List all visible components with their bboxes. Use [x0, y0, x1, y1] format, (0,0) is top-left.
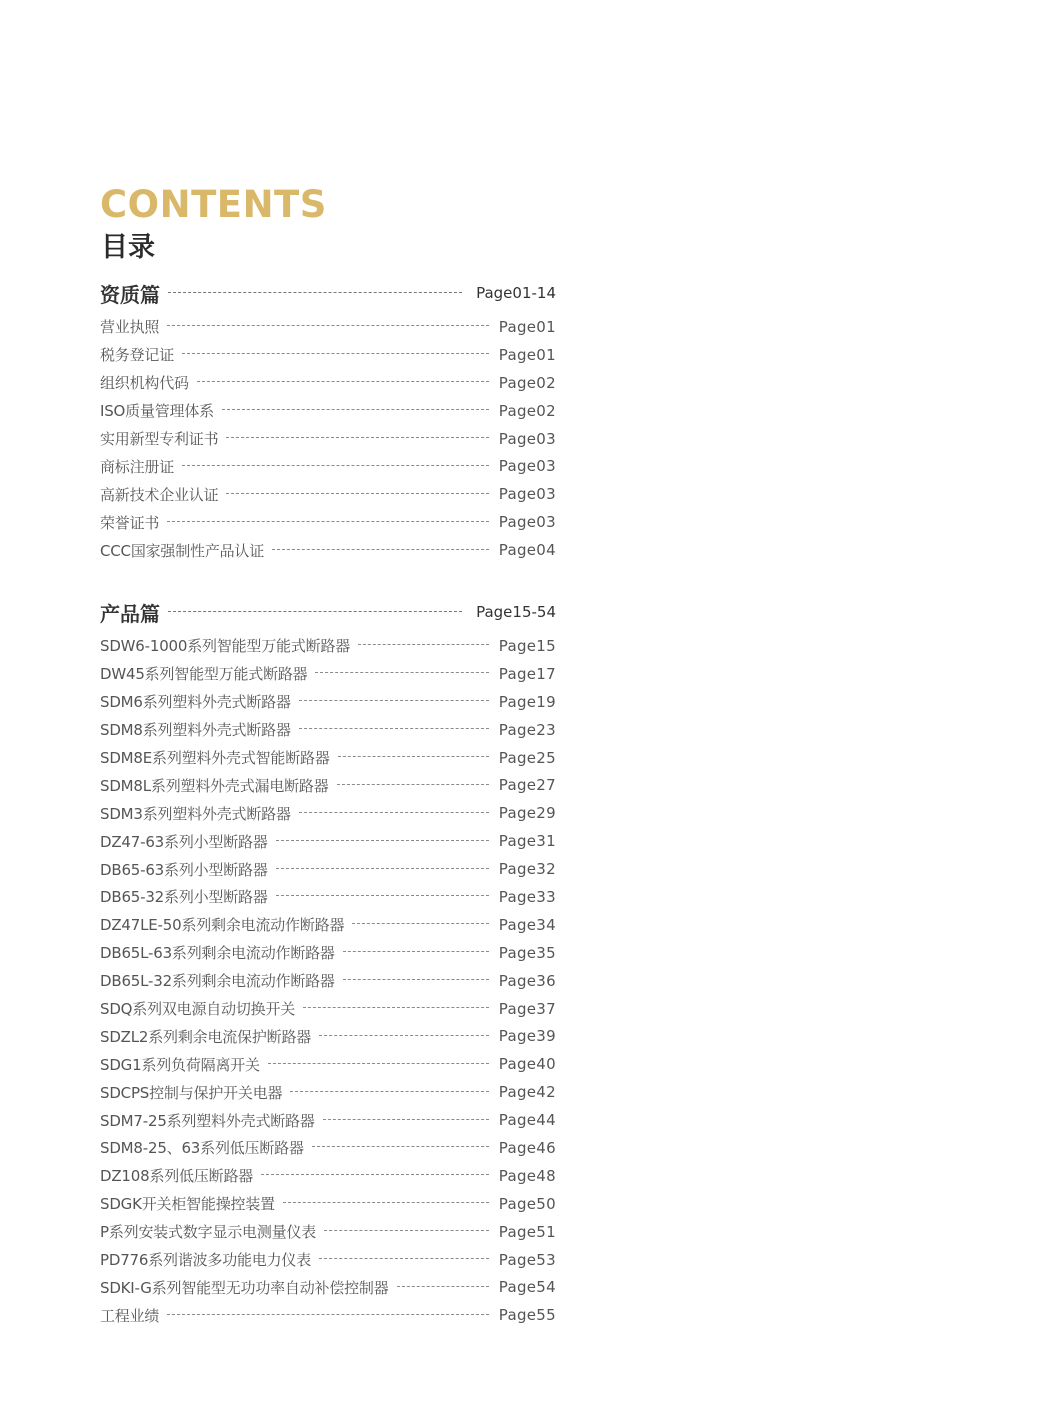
entry-page: Page23: [498, 720, 556, 739]
dotted-leader: [299, 728, 489, 729]
toc-entry[interactable]: [100, 939, 556, 967]
toc-entry[interactable]: [100, 425, 556, 453]
entry-page: Page01: [498, 317, 556, 336]
entry-page: Page19: [498, 692, 556, 711]
toc-entry[interactable]: [100, 1246, 556, 1274]
dotted-leader: [303, 1007, 489, 1008]
dotted-leader: [167, 521, 489, 522]
entry-page: Page32: [498, 860, 556, 879]
entry-label: SDW6-1000系列智能型万能式断路器: [100, 637, 351, 656]
contents-title: CONTENTS: [100, 183, 327, 226]
entry-label: 高新技术企业认证: [100, 485, 219, 504]
dotted-leader: [299, 812, 489, 813]
dotted-leader: [268, 1063, 489, 1064]
toc-entry[interactable]: [100, 313, 556, 341]
dotted-leader: [319, 1258, 489, 1259]
dotted-leader: [343, 951, 489, 952]
section-heading[interactable]: [100, 596, 556, 628]
toc-entry[interactable]: [100, 1022, 556, 1050]
entry-label: SDKI-G系列智能型无功功率自动补偿控制器: [100, 1278, 389, 1297]
entry-page: Page55: [498, 1306, 556, 1325]
entry-label: 工程业绩: [100, 1306, 160, 1325]
dotted-leader: [312, 1146, 489, 1147]
entry-page: Page02: [498, 401, 556, 420]
entry-label: P系列安装式数字显示电测量仪表: [100, 1223, 317, 1242]
dotted-leader: [167, 325, 489, 326]
entry-label: DZ108系列低压断路器: [100, 1167, 254, 1186]
toc-entry[interactable]: [100, 1301, 556, 1329]
toc-entry[interactable]: [100, 744, 556, 772]
toc-section-qualifications: [100, 277, 556, 564]
toc-entry[interactable]: [100, 508, 556, 536]
toc-entry[interactable]: [100, 911, 556, 939]
entry-label: SDM8系列塑料外壳式断路器: [100, 721, 291, 740]
dotted-leader: [397, 1286, 489, 1287]
dotted-leader: [337, 784, 489, 785]
entry-page: Page42: [498, 1083, 556, 1102]
entry-label: SDM8-25、63系列低压断路器: [100, 1139, 304, 1158]
entry-page: Page44: [498, 1111, 556, 1130]
toc-entry[interactable]: [100, 995, 556, 1023]
entry-page: Page36: [498, 971, 556, 990]
toc-entry[interactable]: [100, 688, 556, 716]
toc-entry[interactable]: [100, 369, 556, 397]
entry-label: ISO质量管理体系: [100, 402, 214, 421]
dotted-leader: [324, 1230, 489, 1231]
dotted-leader: [226, 437, 488, 438]
toc-entry[interactable]: [100, 1134, 556, 1162]
toc-entry[interactable]: [100, 1190, 556, 1218]
entry-page: Page48: [498, 1166, 556, 1185]
entry-page: Page04: [498, 541, 556, 560]
dotted-leader: [323, 1119, 489, 1120]
entry-page: Page01: [498, 345, 556, 364]
dotted-leader: [226, 493, 488, 494]
toc-entry[interactable]: [100, 660, 556, 688]
entry-label: DB65L-63系列剩余电流动作断路器: [100, 944, 335, 963]
entry-page: Page27: [498, 776, 556, 795]
contents-title-chinese: 目录: [101, 232, 155, 263]
toc-entry[interactable]: [100, 536, 556, 564]
toc-entry[interactable]: [100, 1078, 556, 1106]
entry-label: SDM6系列塑料外壳式断路器: [100, 693, 291, 712]
entry-label: DB65L-32系列剩余电流动作断路器: [100, 972, 335, 991]
section-page-range: Page15-54: [476, 603, 556, 621]
entry-label: SDM3系列塑料外壳式断路器: [100, 804, 291, 823]
entry-page: Page35: [498, 943, 556, 962]
entry-page: Page51: [498, 1222, 556, 1241]
entry-page: Page31: [498, 832, 556, 851]
entry-page: Page03: [498, 513, 556, 532]
entry-label: 营业执照: [100, 318, 160, 337]
entry-label: DZ47-63系列小型断路器: [100, 832, 268, 851]
entry-page: Page03: [498, 429, 556, 448]
dotted-leader: [222, 409, 489, 410]
toc-entry[interactable]: [100, 883, 556, 911]
dotted-leader: [352, 923, 489, 924]
entry-page: Page40: [498, 1055, 556, 1074]
section-label: 产品篇: [100, 601, 160, 626]
toc-entry[interactable]: [100, 452, 556, 480]
dotted-leader: [283, 1202, 489, 1203]
entry-label: SDGK开关柜智能操控装置: [100, 1195, 275, 1214]
toc-entry[interactable]: [100, 480, 556, 508]
entry-page: Page17: [498, 664, 556, 683]
toc-entry[interactable]: [100, 771, 556, 799]
toc-entry[interactable]: [100, 827, 556, 855]
entry-label: CCC国家强制性产品认证: [100, 541, 265, 560]
dotted-leader: [315, 672, 488, 673]
entry-page: Page46: [498, 1138, 556, 1157]
dotted-leader: [338, 756, 489, 757]
entry-label: 税务登记证: [100, 346, 175, 365]
entry-label: DW45系列智能型万能式断路器: [100, 665, 308, 684]
entry-label: 实用新型专利证书: [100, 430, 219, 448]
toc-section-products: [100, 596, 556, 1329]
entry-label: SDCPS控制与保护开关电器: [100, 1083, 283, 1102]
dotted-leader: [168, 292, 462, 293]
dotted-leader: [290, 1091, 488, 1092]
entry-page: Page03: [498, 485, 556, 504]
entry-page: Page54: [498, 1278, 556, 1297]
toc-entry[interactable]: [100, 799, 556, 827]
toc-entry[interactable]: [100, 1273, 556, 1301]
entry-page: Page25: [498, 748, 556, 767]
entry-label: SDM8E系列塑料外壳式智能断路器: [100, 749, 330, 767]
dotted-leader: [261, 1174, 489, 1175]
entry-page: Page33: [498, 887, 556, 906]
entry-page: Page03: [498, 457, 556, 476]
entry-page: Page15: [498, 636, 556, 655]
entry-label: DB65-63系列小型断路器: [100, 860, 268, 879]
entry-label: 商标注册证: [100, 457, 175, 476]
entry-label: DB65-32系列小型断路器: [100, 888, 268, 907]
toc-entry[interactable]: [100, 1050, 556, 1078]
toc-entry[interactable]: [100, 855, 556, 883]
toc-entry[interactable]: [100, 716, 556, 744]
toc-entry[interactable]: [100, 341, 556, 369]
dotted-leader: [276, 895, 489, 896]
dotted-leader: [319, 1035, 489, 1036]
entry-label: SDQ系列双电源自动切换开关: [100, 1000, 296, 1019]
toc-entry[interactable]: [100, 1218, 556, 1246]
dotted-leader: [168, 611, 462, 612]
toc-entry[interactable]: [100, 1162, 556, 1190]
entry-label: 组织机构代码: [100, 374, 189, 393]
entry-page: Page50: [498, 1194, 556, 1213]
toc-entry[interactable]: [100, 967, 556, 995]
dotted-leader: [343, 979, 489, 980]
entry-label: SDZL2系列剩余电流保护断路器: [100, 1027, 312, 1046]
entry-page: Page53: [498, 1250, 556, 1269]
entry-page: Page29: [498, 804, 556, 823]
dotted-leader: [299, 700, 489, 701]
dotted-leader: [276, 868, 489, 869]
entry-page: Page37: [498, 999, 556, 1018]
toc-entry[interactable]: [100, 632, 556, 660]
section-page-range: Page01-14: [476, 284, 556, 302]
toc-entry[interactable]: [100, 1106, 556, 1134]
section-heading[interactable]: [100, 277, 556, 309]
dotted-leader: [272, 549, 489, 550]
entry-label: DZ47LE-50系列剩余电流动作断路器: [100, 916, 345, 935]
toc-entry[interactable]: [100, 397, 556, 425]
dotted-leader: [197, 381, 489, 382]
entry-page: Page02: [498, 373, 556, 392]
entry-label: SDG1系列负荷隔离开关: [100, 1055, 260, 1074]
entry-page: Page34: [498, 915, 556, 934]
section-label: 资质篇: [100, 282, 160, 307]
entry-label: 荣誉证书: [100, 513, 160, 532]
dotted-leader: [276, 840, 489, 841]
entry-page: Page39: [498, 1027, 556, 1046]
entry-label: SDM7-25系列塑料外壳式断路器: [100, 1111, 315, 1130]
dotted-leader: [182, 465, 489, 466]
dotted-leader: [182, 353, 489, 354]
dotted-leader: [167, 1314, 489, 1315]
entry-label: PD776系列谐波多功能电力仪表: [100, 1251, 312, 1270]
dotted-leader: [358, 644, 489, 645]
entry-label: SDM8L系列塑料外壳式漏电断路器: [100, 776, 329, 795]
